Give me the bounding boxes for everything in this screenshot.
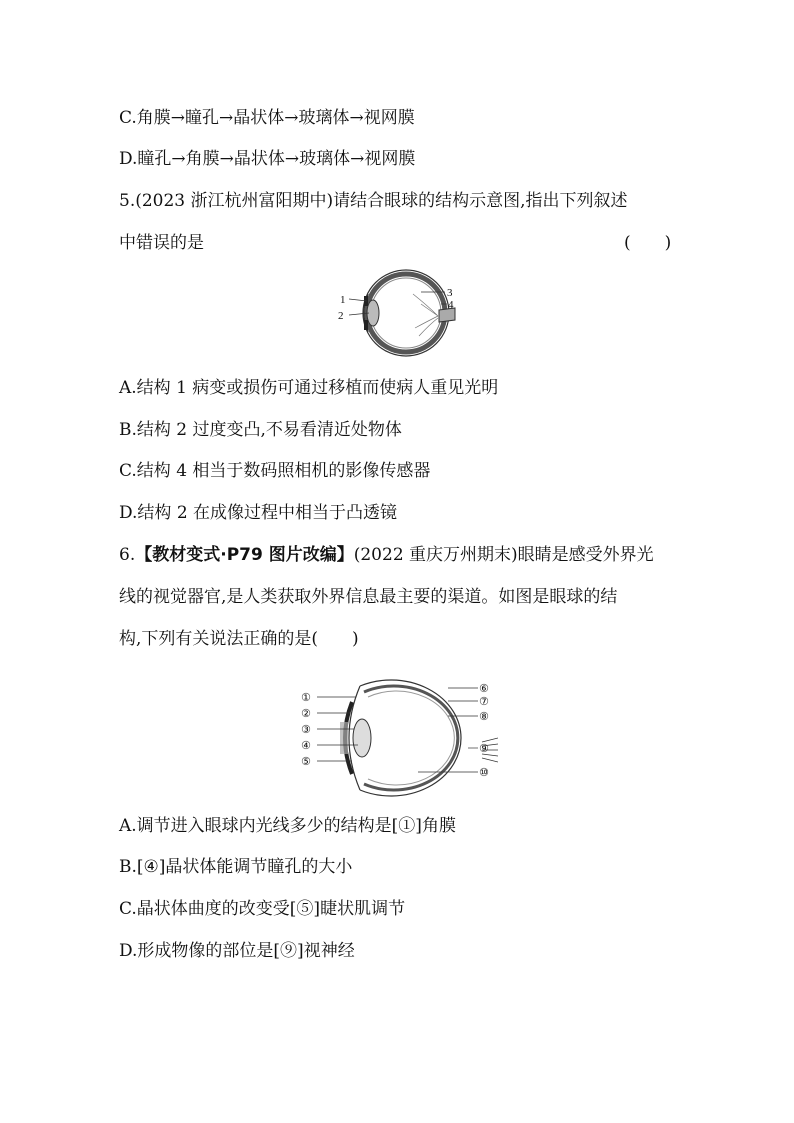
- q5-label-1: 1: [340, 294, 346, 306]
- q5-label-2: 2: [338, 310, 344, 322]
- q6-label-4: ④: [301, 739, 311, 752]
- q5-eye-diagram: [333, 266, 463, 364]
- q6-stem-rest: (2022 重庆万州期末)眼睛是感受外界光: [353, 545, 654, 565]
- q6-stem-line2: 线的视觉器官,是人类获取外界信息最主要的渠道。如图是眼球的结: [119, 587, 618, 607]
- prev-option-c: C.角膜→瞳孔→晶状体→玻璃体→视网膜: [119, 108, 415, 128]
- q6-label-2: ②: [301, 707, 311, 720]
- q6-label-3: ③: [301, 723, 311, 736]
- q5-stem-line2: 中错误的是: [119, 233, 204, 253]
- q6-label-6: ⑥: [479, 682, 489, 695]
- prev-option-d: D.瞳孔→角膜→晶状体→玻璃体→视网膜: [119, 149, 416, 169]
- q5-option-c: C.结构 4 相当于数码照相机的影像传感器: [119, 461, 431, 481]
- q6-label-5: ⑤: [301, 755, 311, 768]
- q6-option-a: A.调节进入眼球内光线多少的结构是[①]角膜: [119, 816, 456, 836]
- q6-label-9: ⑨: [479, 742, 489, 755]
- q5-answer-paren: ( ): [624, 233, 672, 253]
- q5-stem-line1: 5.(2023 浙江杭州富阳期中)请结合眼球的结构示意图,指出下列叙述: [119, 191, 628, 211]
- q6-label-1: ①: [301, 691, 311, 704]
- q6-option-c: C.晶状体曲度的改变受[⑤]睫状肌调节: [119, 899, 406, 919]
- q5-option-a: A.结构 1 病变或损伤可通过移植而使病人重见光明: [119, 378, 499, 398]
- q6-label-7: ⑦: [479, 695, 489, 708]
- q6-number: 6.: [119, 545, 136, 565]
- q6-label-10: ⑩: [479, 766, 489, 779]
- q5-label-3: 3: [447, 287, 453, 299]
- q6-option-b: B.[④]晶状体能调节瞳孔的大小: [119, 857, 353, 877]
- q5-label-4: 4: [448, 299, 454, 311]
- q6-label-8: ⑧: [479, 710, 489, 723]
- q5-option-d: D.结构 2 在成像过程中相当于凸透镜: [119, 503, 398, 523]
- q6-stem-line1: [119, 543, 654, 567]
- q6-eye-diagram: [298, 672, 498, 802]
- q6-option-d: D.形成物像的部位是[⑨]视神经: [119, 941, 355, 961]
- q6-stem-line3: 构,下列有关说法正确的是( ): [119, 629, 359, 649]
- q5-option-b: B.结构 2 过度变凸,不易看清近处物体: [119, 420, 402, 440]
- q6-tag: 【教材变式·P79 图片改编】: [135, 545, 354, 565]
